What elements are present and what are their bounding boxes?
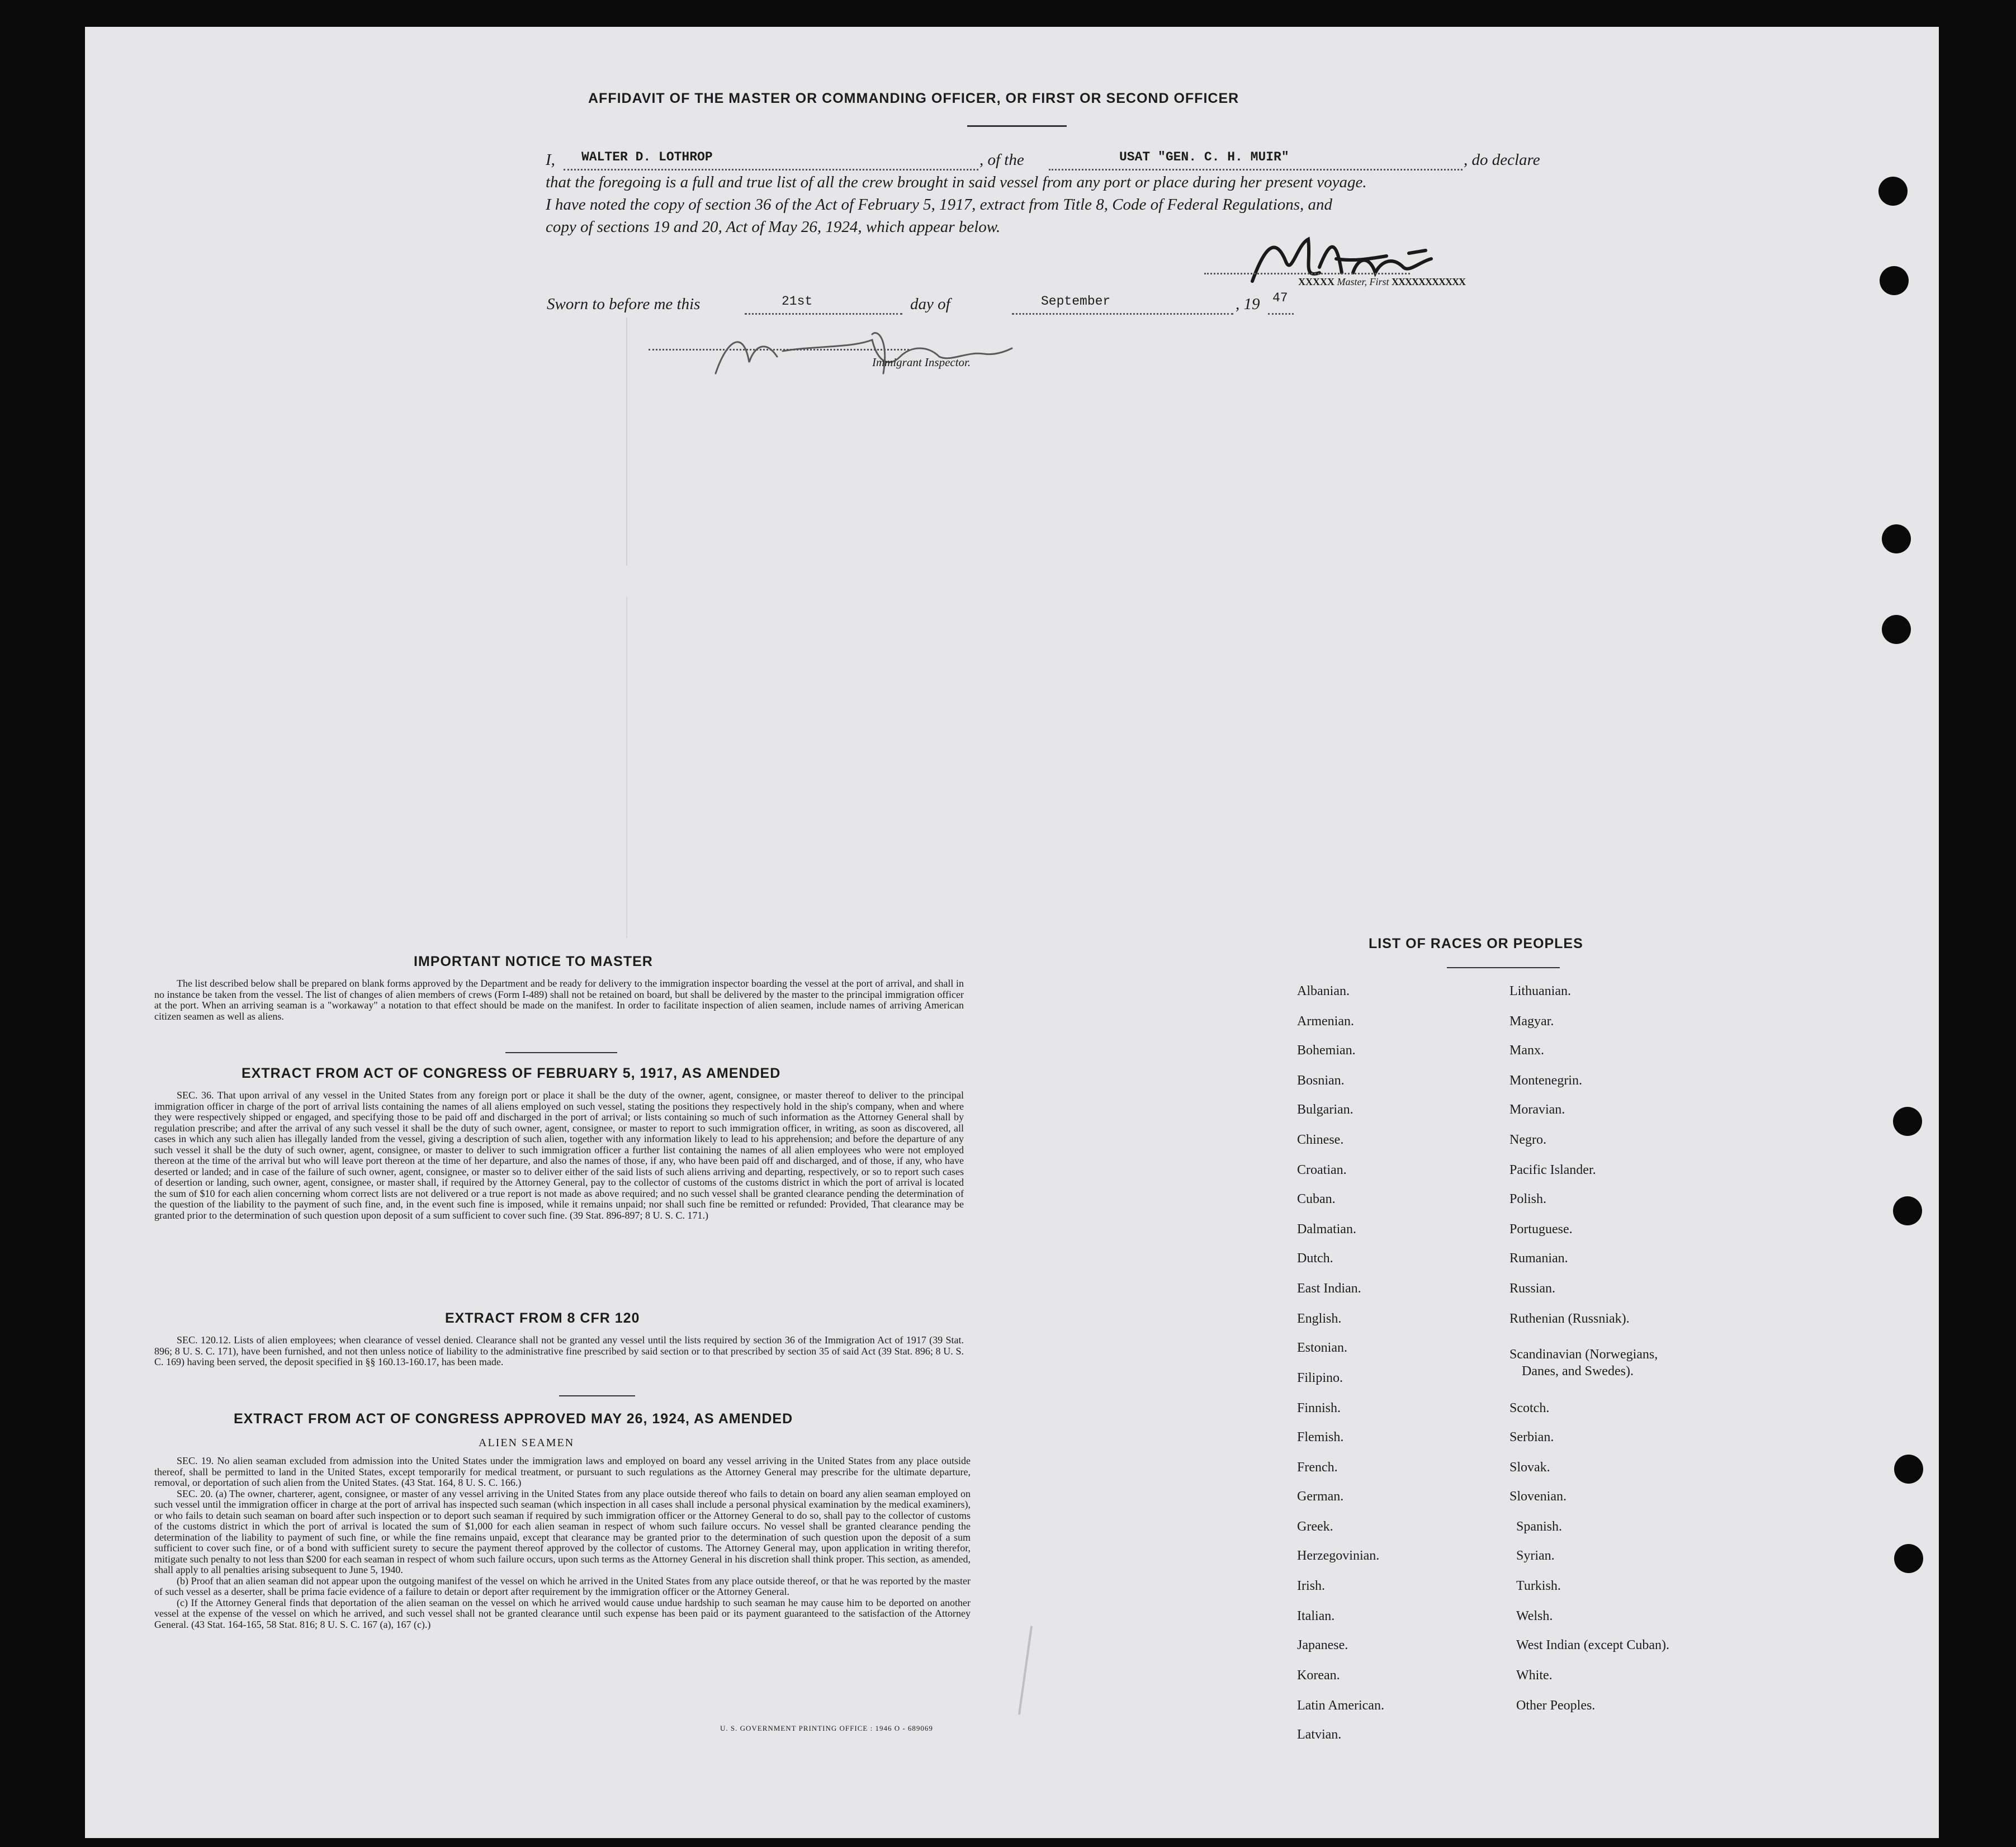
printer-line: U. S. GOVERNMENT PRINTING OFFICE : 1946 O - 689069 [720, 1724, 933, 1732]
race-item: Magyar. [1509, 1014, 1554, 1029]
race-item: Portuguese. [1509, 1222, 1573, 1237]
binder-hole [1893, 1107, 1922, 1136]
race-item: Chinese. [1297, 1133, 1344, 1147]
race-item: Russian. [1509, 1281, 1556, 1296]
race-item: Albanian. [1297, 984, 1350, 998]
do-declare-label: , do declare [1464, 151, 1540, 169]
binder-hole [1894, 1455, 1923, 1484]
sec36-paragraph: SEC. 36. That upon arrival of any vessel in the United States from any foreign port or place it shall be the duty of the owner, agent, consignee, or master thereof to deliver to the principal immigration officer in charge of the port of arrival lists containing the names of all aliens employed on such vessel, stating the positions they respectively hold in the ship's company, when and where they were respectively shipped or engaged, and specifying those to be paid off and discharged in the port of arrival; or lists containing so much of such information as the Attorney General shall by regulation prescribe; and after the arrival of any such vessel it shall be the duty of such owner, agent, consignee, or master to report to such immigration officer, in writing, as soon as discovered, all cases in which any such alien has illegally landed from the vessel, giving a description of such alien, together with any information likely to lead to his apprehension; and before the departure of any such vessel it shall be the duty of such owner, agent, consignee, or master to deliver to such immigration officer a further list containing the names of all alien employees who were not employed thereon at the time of the arrival but who will leave port thereon at the time of her departure, and also the names of those, if any, who have been paid off and discharged, and of those, if any, who have deserted or landed; and in case of the failure of such owner, agent, consignee, or master so to deliver either of the said lists of such aliens arriving and departing, respectively, or so to report such cases of desertion or landing, such owner, agent, consignee, or master shall, if required by the Attorney General, pay to the collector of customs of the customs district in which the port of arrival is located the sum of $10 for each alien concerning whom correct lists are not delivered or a true report is not made as above required; and no such vessel shall be granted clearance pending the determination of the question of the liability to the payment of such fine, and, in the event such fine is imposed, while it remains unpaid; nor shall such fine be remitted or refunded: Provided, That clearance may be granted prior to the determination of such question upon deposit of a sum sufficient to cover such fine. (39 Stat. 896-897; 8 U. S. C. 171.) [154, 1090, 964, 1221]
signature-caption-prefix: XXXXX [1298, 276, 1334, 287]
officer-name: WALTER D. LOTHROP [581, 150, 713, 164]
sec20a-paragraph: SEC. 20. (a) The owner, charterer, agent, consignee, or master of any vessel arriving in the United States from any place outside thereof who fails to detain on board any alien seaman employed on such vessel until the immigration officer in charge at the port of arrival has inspected such seaman (which inspection in all cases shall include a personal physical examination by the medical examiners), or who fails to detain such seaman on board after such inspection or to deport such seaman if required by such immigration officer or the Attorney General to do so, shall pay to the collector of customs of the customs district in which the port of arrival is located the sum of $1,000 for each alien seaman in respect of whom such failure occurs. No vessel shall be granted clearance pending the determination of the liability to payment of such fine, or while the fine remains unpaid, except that clearance may be granted prior to the determination of such question upon the deposit of a sum sufficient to cover such fine, or of a bond with sufficient surety to secure the payment thereof approved by the collector of customs. The Attorney General may, upon application in writing therefor, mitigate such penalty to not less than $200 for each seaman in respect of whom such failure occurs, upon such terms as the Attorney General in his discretion shall think proper. This section, as amended, shall apply to all penalties arising subsequent to June 5, 1940. [154, 1488, 971, 1575]
race-item: Moravian. [1509, 1102, 1565, 1117]
notice-body [154, 978, 964, 1022]
race-item: Japanese. [1297, 1638, 1348, 1652]
sworn-day: 21st [782, 294, 813, 309]
race-item: Syrian. [1516, 1548, 1555, 1563]
extract-cfr-title: EXTRACT FROM 8 CFR 120 [445, 1310, 640, 1326]
day-of-label: day of [910, 295, 950, 313]
of-the-label: , of the [979, 151, 1024, 169]
sec19-paragraph: SEC. 19. No alien seaman excluded from admission into the United States under the immigration laws and employed on board any vessel arriving in the United States from any place outside thereof, shall be permitted to land in the United States, except temporarily for medical treatment, or pursuant to such regulations as the Attorney General may prescribe for the ultimate departure, removal, or deportation of such alien from the United States. (43 Stat. 164, 8 U. S. C. 166.) [154, 1455, 971, 1488]
binder-hole [1880, 266, 1909, 295]
race-item: Dutch. [1297, 1251, 1333, 1266]
race-item: Italian. [1297, 1609, 1335, 1623]
binder-hole [1878, 177, 1908, 206]
race-item: Flemish. [1297, 1430, 1344, 1445]
race-item: Pacific Islander. [1509, 1163, 1596, 1177]
sworn-day-line [745, 313, 902, 315]
year-line [1268, 313, 1294, 315]
race-item: Herzegovinian. [1297, 1548, 1380, 1563]
race-item: English. [1297, 1311, 1342, 1326]
officer-name-line [564, 169, 978, 171]
race-item: Bosnian. [1297, 1073, 1345, 1088]
sec20c-paragraph: (c) If the Attorney General finds that deportation of the alien seaman on the vessel on which he arrived would cause undue hardship to such seaman he may cause him to be deported on another vessel at the expense of the vessel on which he arrived, and such vessel shall not be granted clearance until such expense has been paid or its payment guaranteed to the satisfaction of the Attorney General. (43 Stat. 164-165, 58 Stat. 816; 8 U. S. C. 167 (a), 167 (c).) [154, 1597, 971, 1630]
extract-1924-title: EXTRACT FROM ACT OF CONGRESS APPROVED MAY 26, 1924, AS AMENDED [234, 1411, 793, 1427]
race-item: Danes, and Swedes). [1522, 1364, 1634, 1379]
race-item: Polish. [1509, 1192, 1547, 1206]
race-item: Armenian. [1297, 1014, 1354, 1029]
stray-mark [626, 318, 627, 938]
i-label: I, [546, 151, 555, 169]
notice-paragraph: The list described below shall be prepared on blank forms approved by the Department and be ready for delivery to the immigration inspector boarding the vessel at the port of arrival, and shall in no instance be taken from the vessel. The list of changes of alien members of crews (Form I-489) shall not be retained on board, but shall be delivered by the master to the principal immigration officer at the port. When an arriving seaman is a "workaway" a notation to that effect should be made on the manifest. In order to facilitate inspection of alien seamen, include names of arriving American citizen seamen as well as aliens. [154, 978, 964, 1022]
race-item: Korean. [1297, 1668, 1340, 1683]
inspector-label: Immigrant Inspector. [872, 356, 971, 369]
race-item: Scandinavian (Norwegians, [1509, 1347, 1658, 1362]
vessel-name: USAT "GEN. C. H. MUIR" [1119, 150, 1289, 164]
race-item: Welsh. [1516, 1609, 1553, 1623]
affidavit-title: AFFIDAVIT OF THE MASTER OR COMMANDING OFFICER, OR FIRST OR SECOND OFFICER [588, 91, 1239, 106]
sec20b-paragraph: (b) Proof that an alien seaman did not appear upon the outgoing manifest of the vessel on which he arrived in the United States from any place outside thereof, or that he was reported by the master of such vessel as a deserter, shall be prima facie evidence of a failure to detain or deport after requirement by the immigration officer or the Attorney General. [154, 1575, 971, 1597]
race-item: Latin American. [1297, 1698, 1384, 1713]
race-item: Ruthenian (Russniak). [1509, 1311, 1630, 1326]
race-item: Cuban. [1297, 1192, 1336, 1206]
race-item: East Indian. [1297, 1281, 1361, 1296]
race-item: Rumanian. [1509, 1251, 1568, 1266]
year-prefix: , 19 [1236, 295, 1260, 313]
affidavit-line-3: I have noted the copy of section 36 of the Act of February 5, 1917, extract from Title 8, Code of Federal Regulations, and [546, 196, 1333, 214]
race-item: Slovak. [1509, 1460, 1550, 1475]
affidavit-line-2: that the foregoing is a full and true list of all the crew brought in said vessel from any port or place during her present voyage. [546, 173, 1367, 191]
pencil-mark [1018, 1626, 1033, 1715]
race-item: Negro. [1509, 1133, 1546, 1147]
notice-title: IMPORTANT NOTICE TO MASTER [414, 954, 653, 969]
binder-hole [1882, 615, 1911, 644]
notice-rule [505, 1052, 617, 1053]
race-item: Slovenian. [1509, 1489, 1567, 1504]
race-item: Spanish. [1516, 1519, 1563, 1534]
race-item: Croatian. [1297, 1163, 1347, 1177]
inspector-signature-line [649, 349, 909, 351]
race-item: Montenegrin. [1509, 1073, 1582, 1088]
extract-cfr-body [154, 1335, 964, 1368]
sworn-month: September [1041, 294, 1111, 309]
race-item: Estonian. [1297, 1341, 1347, 1355]
binder-hole [1893, 1196, 1922, 1225]
race-item: Irish. [1297, 1579, 1325, 1593]
master-signature-line [1204, 273, 1410, 274]
race-item: West Indian (except Cuban). [1516, 1638, 1669, 1652]
race-item: White. [1516, 1668, 1553, 1683]
race-item: Bulgarian. [1297, 1102, 1354, 1117]
extract-1917-body [154, 1090, 964, 1221]
races-title: LIST OF RACES OR PEOPLES [1369, 936, 1583, 951]
race-item: Dalmatian. [1297, 1222, 1356, 1237]
race-item: Filipino. [1297, 1371, 1343, 1385]
binder-hole [1882, 524, 1911, 553]
race-item: Latvian. [1297, 1727, 1342, 1742]
sec120-paragraph: SEC. 120.12. Lists of alien employees; when clearance of vessel denied. Clearance shall not be granted any vessel until the lists required by section 36 of the Immigration Act of 1917 (39 Stat. 896; 8 U. S. C. 171), have been furnished, and not then unless notice of liability to the administrative fine prescribed by said section or to that prescribed by section 35 of said Act (39 Stat. 896; 8 U. S. C. 169) having been served, the deposit specified in §§ 160.13-160.17, has been made. [154, 1334, 964, 1367]
races-rule [1447, 967, 1560, 968]
race-item: German. [1297, 1489, 1344, 1504]
inspector-signature [704, 323, 1018, 385]
vessel-name-line [1049, 169, 1463, 171]
title-rule [967, 125, 1067, 127]
signature-caption-mid: Master, First [1337, 276, 1389, 287]
race-item: Bohemian. [1297, 1043, 1356, 1058]
race-item: Manx. [1509, 1043, 1544, 1058]
sworn-month-line [1012, 313, 1233, 315]
year-suffix: 47 [1272, 291, 1288, 305]
race-item: Other Peoples. [1516, 1698, 1596, 1713]
affidavit-line-4: copy of sections 19 and 20, Act of May 26, 1924, which appear below. [546, 218, 1001, 236]
signature-caption-struck: XXXXXXXXXXX [1392, 276, 1466, 287]
extract-1917-title: EXTRACT FROM ACT OF CONGRESS OF FEBRUARY 5, 1917, AS AMENDED [242, 1065, 781, 1081]
race-item: Scotch. [1509, 1401, 1550, 1415]
document-page [85, 27, 1939, 1838]
race-item: Turkish. [1516, 1579, 1561, 1593]
alien-seamen-subtitle: ALIEN SEAMEN [479, 1437, 575, 1449]
race-item: Serbian. [1509, 1430, 1554, 1445]
race-item: Greek. [1297, 1519, 1333, 1534]
race-item: Finnish. [1297, 1401, 1341, 1415]
cfr-rule [559, 1395, 635, 1396]
race-item: Lithuanian. [1509, 984, 1571, 998]
extract-1924-body [154, 1456, 971, 1630]
signature-caption [1298, 276, 1465, 288]
binder-hole [1894, 1544, 1923, 1573]
sworn-label: Sworn to before me this [547, 295, 701, 313]
race-item: French. [1297, 1460, 1338, 1475]
